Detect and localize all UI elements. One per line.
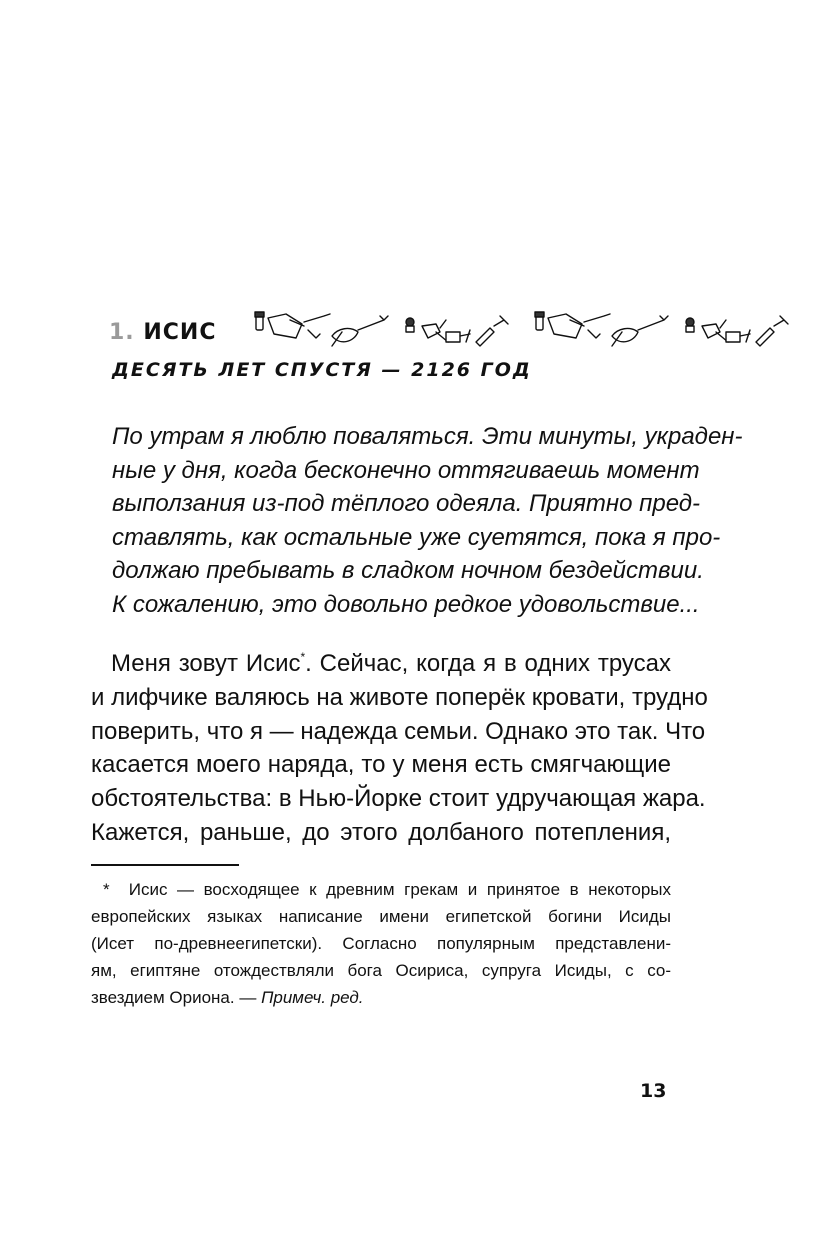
epigraph-line: К сожалению, это довольно редкое удовольствие...	[112, 590, 700, 618]
editor-note: Примеч. ред.	[261, 988, 364, 1007]
chapter-number: 1.	[109, 320, 135, 345]
body-line	[91, 647, 671, 681]
chapter-subtitle: ДЕСЯТЬ ЛЕТ СПУСТЯ — 2126 ГОД	[112, 359, 532, 381]
page-number: 13	[640, 1080, 667, 1102]
footnote-line: ям, египтяне отождествляли бога Осириса, супруга Исиды, с со-	[91, 961, 671, 980]
footnote-line: европейских языках написание имени египетской богини Исиды	[91, 907, 671, 926]
tools-ornament	[238, 302, 798, 364]
footnote-mark: *	[103, 880, 110, 899]
epigraph-line: ные у дня, когда бесконечно оттягиваешь момент	[112, 456, 700, 484]
epigraph	[112, 420, 743, 621]
body-line: и лифчике валяюсь на животе поперёк кровати, трудно	[91, 683, 708, 711]
body-line: поверить, что я — надежда семьи. Однако это так. Что	[91, 717, 706, 745]
footnote-text: Исис — восходящее к древним грекам и принятое в некоторых	[128, 880, 671, 899]
body-line: касается моего наряда, то у меня есть смягчающие	[91, 751, 671, 779]
footnote-marker[interactable]: *	[300, 650, 306, 664]
footnote-text: звездием Ориона. —	[91, 988, 262, 1007]
footnote-line	[91, 984, 671, 1011]
body-line-end: . Сейчас, когда я в одних трусах	[305, 650, 671, 677]
body-line: обстоятельства: в Нью-Йорке стоит удручающая жара.	[91, 785, 706, 813]
footnote	[91, 876, 671, 1011]
epigraph-line: ставлять, как остальные уже суетятся, пока я про-	[112, 523, 721, 551]
footnote-line	[91, 876, 671, 903]
footnote-divider	[91, 864, 239, 866]
tool-group-a-icon	[255, 312, 508, 346]
body-text	[91, 647, 708, 850]
body-line-start: Меня зовут Исис	[111, 650, 301, 677]
epigraph-line: должаю пребывать в сладком ночном бездействии.	[112, 557, 704, 584]
tool-group-b-icon	[535, 312, 788, 346]
epigraph-line: выползания из-под тёплого одеяла. Приятно пред-	[112, 490, 701, 517]
body-line: Кажется, раньше, до этого долбаного потепления,	[91, 818, 671, 846]
chapter-heading	[109, 320, 216, 345]
footnote-line: (Исет по-древнеегипетски). Согласно популярным представлени-	[91, 934, 671, 953]
chapter-title: ИСИС	[143, 320, 217, 345]
epigraph-line: По утрам я люблю поваляться. Эти минуты, украден-	[112, 423, 743, 450]
